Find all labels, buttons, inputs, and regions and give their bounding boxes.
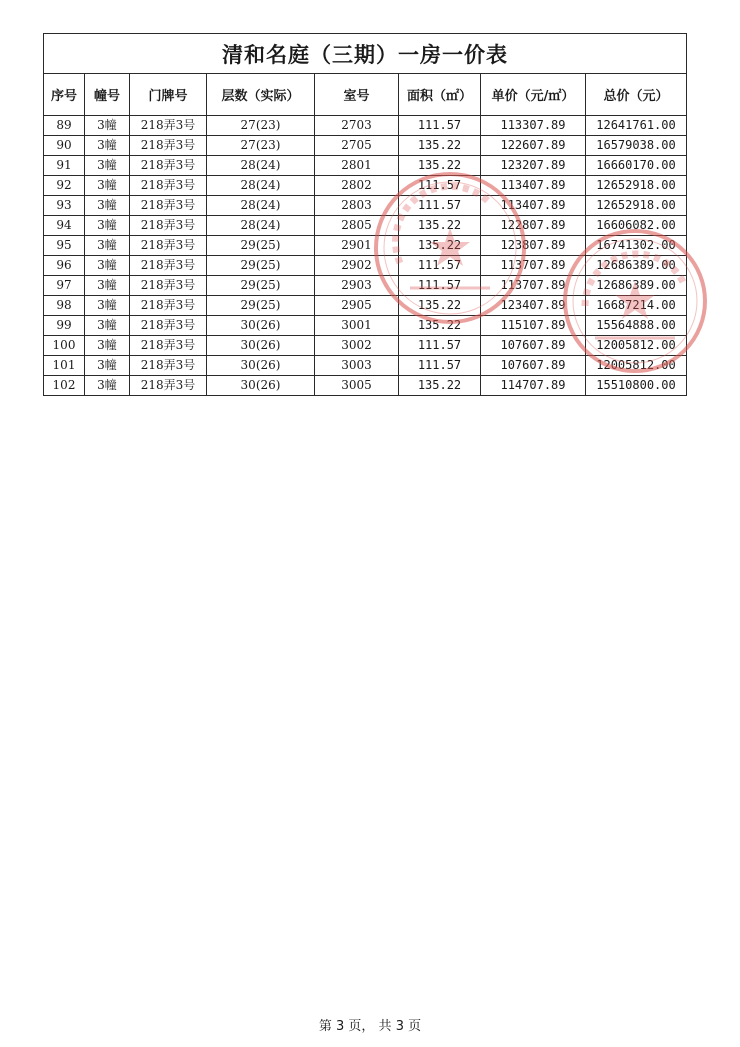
total-price-cell: 12686389.00	[586, 256, 687, 276]
address-cell: 218弄3号	[130, 376, 207, 396]
room-cell: 2803	[315, 196, 399, 216]
header-col-area: 面积（㎡）	[399, 74, 481, 116]
floor-cell: 29(25)	[207, 236, 315, 256]
header-col-building: 幢号	[85, 74, 130, 116]
unit-price-cell: 113407.89	[481, 176, 586, 196]
building-cell: 3幢	[85, 336, 130, 356]
area-cell: 111.57	[399, 116, 481, 136]
unit-price-cell: 114707.89	[481, 376, 586, 396]
header-col-room: 室号	[315, 74, 399, 116]
room-cell: 2905	[315, 296, 399, 316]
area-cell: 135.22	[399, 216, 481, 236]
total-price-cell: 12652918.00	[586, 176, 687, 196]
area-cell: 135.22	[399, 316, 481, 336]
floor-cell: 29(25)	[207, 276, 315, 296]
table-body	[44, 116, 687, 396]
unit-price-cell: 113307.89	[481, 116, 586, 136]
total-price-cell: 12652918.00	[586, 196, 687, 216]
address-cell: 218弄3号	[130, 236, 207, 256]
seq-cell: 89	[44, 116, 85, 136]
building-cell: 3幢	[85, 236, 130, 256]
floor-cell: 30(26)	[207, 316, 315, 336]
area-cell: 111.57	[399, 196, 481, 216]
room-cell: 2801	[315, 156, 399, 176]
room-cell: 2805	[315, 216, 399, 236]
floor-cell: 28(24)	[207, 156, 315, 176]
seq-cell: 98	[44, 296, 85, 316]
seq-cell: 101	[44, 356, 85, 376]
area-cell: 135.22	[399, 136, 481, 156]
table-row	[44, 296, 687, 316]
unit-price-cell: 107607.89	[481, 336, 586, 356]
floor-cell: 30(26)	[207, 336, 315, 356]
seq-cell: 92	[44, 176, 85, 196]
area-cell: 111.57	[399, 336, 481, 356]
seq-cell: 100	[44, 336, 85, 356]
page-footer: 第 3 页， 共 3 页	[318, 1019, 422, 1034]
address-cell: 218弄3号	[130, 276, 207, 296]
total-price-cell: 16741302.00	[586, 236, 687, 256]
building-cell: 3幢	[85, 116, 130, 136]
unit-price-cell: 113707.89	[481, 276, 586, 296]
area-cell: 135.22	[399, 156, 481, 176]
seq-cell: 94	[44, 216, 85, 236]
price-sheet	[43, 33, 686, 396]
header-col-address: 门牌号	[130, 74, 207, 116]
unit-price-cell: 107607.89	[481, 356, 586, 376]
building-cell: 3幢	[85, 136, 130, 156]
room-cell: 3003	[315, 356, 399, 376]
address-cell: 218弄3号	[130, 176, 207, 196]
building-cell: 3幢	[85, 256, 130, 276]
unit-price-cell: 113707.89	[481, 256, 586, 276]
building-cell: 3幢	[85, 156, 130, 176]
building-cell: 3幢	[85, 296, 130, 316]
floor-cell: 27(23)	[207, 116, 315, 136]
seq-cell: 96	[44, 256, 85, 276]
table-row	[44, 276, 687, 296]
room-cell: 2802	[315, 176, 399, 196]
unit-price-cell: 113407.89	[481, 196, 586, 216]
seq-cell: 93	[44, 196, 85, 216]
unit-price-cell: 123407.89	[481, 296, 586, 316]
price-table	[43, 33, 687, 396]
table-row	[44, 376, 687, 396]
unit-price-cell: 123207.89	[481, 156, 586, 176]
total-price-cell: 16687214.00	[586, 296, 687, 316]
area-cell: 111.57	[399, 356, 481, 376]
total-price-cell: 15564888.00	[586, 316, 687, 336]
total-price-cell: 12005812.00	[586, 336, 687, 356]
unit-price-cell: 122607.89	[481, 136, 586, 156]
header-col-floor: 层数（实际）	[207, 74, 315, 116]
area-cell: 111.57	[399, 176, 481, 196]
seq-cell: 102	[44, 376, 85, 396]
total-price-cell: 12005812.00	[586, 356, 687, 376]
address-cell: 218弄3号	[130, 156, 207, 176]
room-cell: 2703	[315, 116, 399, 136]
total-price-cell: 12641761.00	[586, 116, 687, 136]
table-row	[44, 196, 687, 216]
table-header-row	[44, 74, 687, 116]
table-row	[44, 236, 687, 256]
table-row	[44, 316, 687, 336]
building-cell: 3幢	[85, 376, 130, 396]
floor-cell: 30(26)	[207, 356, 315, 376]
address-cell: 218弄3号	[130, 196, 207, 216]
room-cell: 3002	[315, 336, 399, 356]
seq-cell: 91	[44, 156, 85, 176]
total-price-cell: 15510800.00	[586, 376, 687, 396]
seq-cell: 90	[44, 136, 85, 156]
building-cell: 3幢	[85, 356, 130, 376]
floor-cell: 29(25)	[207, 296, 315, 316]
address-cell: 218弄3号	[130, 116, 207, 136]
address-cell: 218弄3号	[130, 316, 207, 336]
room-cell: 2901	[315, 236, 399, 256]
floor-cell: 27(23)	[207, 136, 315, 156]
building-cell: 3幢	[85, 316, 130, 336]
area-cell: 135.22	[399, 376, 481, 396]
area-cell: 135.22	[399, 236, 481, 256]
floor-cell: 29(25)	[207, 256, 315, 276]
table-row	[44, 136, 687, 156]
table-row	[44, 356, 687, 376]
seq-cell: 97	[44, 276, 85, 296]
header-col-seq: 序号	[44, 74, 85, 116]
page-title: 清和名庭（三期）一房一价表	[44, 34, 687, 74]
unit-price-cell: 115107.89	[481, 316, 586, 336]
table-row	[44, 216, 687, 236]
address-cell: 218弄3号	[130, 356, 207, 376]
address-cell: 218弄3号	[130, 216, 207, 236]
header-col-unit-price: 单价（元/㎡）	[481, 74, 586, 116]
floor-cell: 28(24)	[207, 196, 315, 216]
header-col-total-price: 总价（元）	[586, 74, 687, 116]
building-cell: 3幢	[85, 276, 130, 296]
table-row	[44, 176, 687, 196]
room-cell: 2903	[315, 276, 399, 296]
room-cell: 3005	[315, 376, 399, 396]
table-row	[44, 156, 687, 176]
room-cell: 3001	[315, 316, 399, 336]
total-price-cell: 12686389.00	[586, 276, 687, 296]
total-price-cell: 16606082.00	[586, 216, 687, 236]
area-cell: 111.57	[399, 276, 481, 296]
table-row	[44, 336, 687, 356]
unit-price-cell: 123807.89	[481, 236, 586, 256]
area-cell: 111.57	[399, 256, 481, 276]
address-cell: 218弄3号	[130, 336, 207, 356]
address-cell: 218弄3号	[130, 256, 207, 276]
building-cell: 3幢	[85, 176, 130, 196]
address-cell: 218弄3号	[130, 136, 207, 156]
area-cell: 135.22	[399, 296, 481, 316]
floor-cell: 28(24)	[207, 176, 315, 196]
total-price-cell: 16660170.00	[586, 156, 687, 176]
room-cell: 2902	[315, 256, 399, 276]
table-row	[44, 116, 687, 136]
address-cell: 218弄3号	[130, 296, 207, 316]
seq-cell: 99	[44, 316, 85, 336]
floor-cell: 28(24)	[207, 216, 315, 236]
floor-cell: 30(26)	[207, 376, 315, 396]
unit-price-cell: 122807.89	[481, 216, 586, 236]
room-cell: 2705	[315, 136, 399, 156]
seq-cell: 95	[44, 236, 85, 256]
table-row	[44, 256, 687, 276]
building-cell: 3幢	[85, 216, 130, 236]
building-cell: 3幢	[85, 196, 130, 216]
total-price-cell: 16579038.00	[586, 136, 687, 156]
